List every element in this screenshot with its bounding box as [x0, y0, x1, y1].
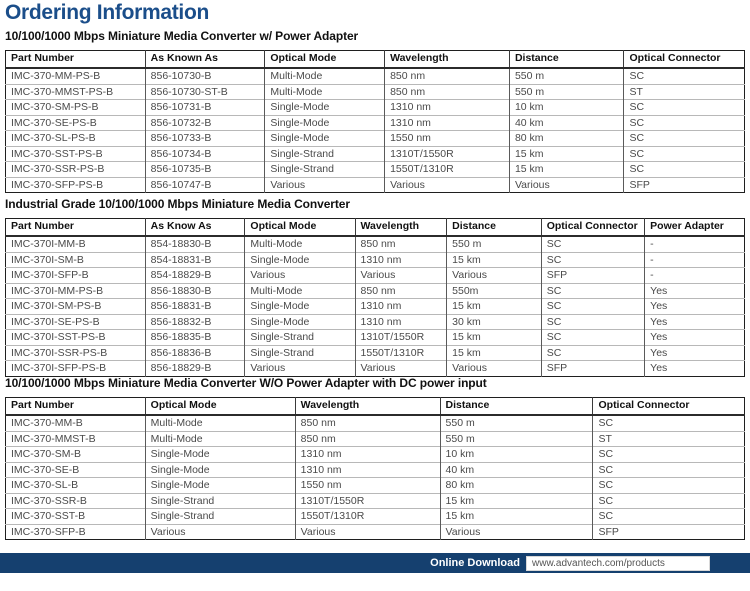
table-cell: 850 nm — [355, 236, 447, 252]
table-cell: 15 km — [447, 252, 542, 268]
column-header: Distance — [447, 219, 542, 237]
table-cell: IMC-370-MMST-PS-B — [6, 84, 146, 100]
table-cell: IMC-370I-SFP-B — [6, 268, 146, 284]
table-cell: 856-10734-B — [145, 146, 265, 162]
table-cell: 854-18830-B — [145, 236, 245, 252]
table-cell: 1310 nm — [295, 462, 440, 478]
table-cell: 1310 nm — [355, 252, 447, 268]
section-heading: 10/100/1000 Mbps Miniature Media Converter w/ Power Adapter — [5, 29, 359, 43]
table-cell: SC — [593, 493, 745, 509]
table-cell: 550 m — [440, 431, 593, 447]
table-cell: IMC-370I-SE-PS-B — [6, 314, 146, 330]
table-cell: 30 km — [447, 314, 542, 330]
table-cell: 1310T/1550R — [385, 146, 510, 162]
table-cell: Single-Mode — [265, 100, 385, 116]
table-cell: SC — [541, 345, 644, 361]
table-cell: SC — [541, 299, 644, 315]
table-cell: Various — [245, 268, 355, 284]
table-cell: - — [645, 236, 745, 252]
table-cell: SC — [593, 509, 745, 525]
table-row — [6, 361, 745, 377]
ordering-table-industrial — [5, 218, 745, 377]
ordering-table-dc-power — [5, 397, 745, 540]
table-cell: 15 km — [509, 146, 624, 162]
table-cell: Single-Mode — [145, 462, 295, 478]
column-header: Optical Connector — [541, 219, 644, 237]
table-cell: Yes — [645, 330, 745, 346]
table-cell: SC — [624, 100, 745, 116]
table-row — [6, 524, 745, 540]
column-header: Optical Mode — [245, 219, 355, 237]
table-cell: - — [645, 268, 745, 284]
table-row — [6, 162, 745, 178]
column-header: Optical Connector — [624, 51, 745, 69]
table-cell: - — [645, 252, 745, 268]
table-cell: Single-Mode — [145, 447, 295, 463]
table-cell: 856-10730-ST-B — [145, 84, 265, 100]
table-cell: 856-10733-B — [145, 131, 265, 147]
table-row — [6, 131, 745, 147]
table-cell: 856-18829-B — [145, 361, 245, 377]
table-cell: 1310T/1550R — [355, 330, 447, 346]
ordering-table-power-adapter — [5, 50, 745, 193]
table-row — [6, 330, 745, 346]
table-cell: ST — [624, 84, 745, 100]
table-cell: IMC-370-SL-B — [6, 478, 146, 494]
table-cell: IMC-370-MMST-B — [6, 431, 146, 447]
table-cell: IMC-370-SL-PS-B — [6, 131, 146, 147]
table-cell: 1310T/1550R — [295, 493, 440, 509]
table-cell: 856-18832-B — [145, 314, 245, 330]
table-row — [6, 146, 745, 162]
table-row — [6, 314, 745, 330]
table-cell: 1550T/1310R — [385, 162, 510, 178]
table-cell: SC — [624, 146, 745, 162]
table-cell: SC — [624, 162, 745, 178]
column-header: As Known As — [145, 51, 265, 69]
section-industrial-grade — [5, 197, 745, 377]
table-cell: SC — [541, 314, 644, 330]
table-cell: 1310 nm — [355, 314, 447, 330]
table-cell: 1310 nm — [355, 299, 447, 315]
table-cell: 850 nm — [385, 68, 510, 84]
table-cell: Yes — [645, 345, 745, 361]
table-cell: Multi-Mode — [265, 84, 385, 100]
table-cell: 15 km — [440, 493, 593, 509]
table-cell: IMC-370-SST-B — [6, 509, 146, 525]
table-cell: Multi-Mode — [245, 283, 355, 299]
table-cell: Various — [355, 268, 447, 284]
table-cell: IMC-370-SST-PS-B — [6, 146, 146, 162]
table-cell: 15 km — [447, 330, 542, 346]
table-cell: 1310 nm — [385, 100, 510, 116]
table-header-row — [6, 398, 745, 416]
table-cell: 15 km — [447, 299, 542, 315]
table-cell: Single-Strand — [265, 146, 385, 162]
table-cell: Yes — [645, 283, 745, 299]
table-cell: Multi-Mode — [245, 236, 355, 252]
table-cell: IMC-370I-SFP-PS-B — [6, 361, 146, 377]
table-cell: Various — [145, 524, 295, 540]
table-cell: 10 km — [509, 100, 624, 116]
table-cell: 80 km — [440, 478, 593, 494]
table-cell: Single-Strand — [265, 162, 385, 178]
section-dc-power — [5, 376, 745, 540]
table-cell: 856-18831-B — [145, 299, 245, 315]
column-header: As Know As — [145, 219, 245, 237]
table-cell: 550 m — [509, 68, 624, 84]
table-cell: SC — [624, 115, 745, 131]
table-cell: Single-Strand — [245, 345, 355, 361]
table-row — [6, 447, 745, 463]
table-cell: SFP — [541, 268, 644, 284]
table-cell: IMC-370I-SST-PS-B — [6, 330, 146, 346]
table-cell: SC — [624, 131, 745, 147]
table-cell: 856-10747-B — [145, 177, 265, 193]
table-cell: 15 km — [440, 509, 593, 525]
table-cell: 80 km — [509, 131, 624, 147]
table-cell: 1310 nm — [295, 447, 440, 463]
table-cell: SC — [541, 252, 644, 268]
footer-bar — [0, 553, 750, 573]
table-row — [6, 84, 745, 100]
table-row — [6, 68, 745, 84]
table-cell: 1550 nm — [385, 131, 510, 147]
table-cell: 550 m — [509, 84, 624, 100]
download-url-box — [526, 556, 710, 571]
table-cell: 854-18831-B — [145, 252, 245, 268]
table-cell: Yes — [645, 361, 745, 377]
table-cell: IMC-370-SM-B — [6, 447, 146, 463]
table-cell: SC — [593, 415, 745, 431]
table-cell: 856-18835-B — [145, 330, 245, 346]
table-header-row — [6, 51, 745, 69]
column-header: Power Adapter — [645, 219, 745, 237]
table-cell: IMC-370-MM-PS-B — [11, 70, 101, 82]
table-cell: Various — [355, 361, 447, 377]
table-cell: Single-Mode — [145, 478, 295, 494]
table-row — [6, 115, 745, 131]
column-header: Part Number — [6, 219, 146, 237]
table-row — [6, 462, 745, 478]
table-cell: 854-18829-B — [145, 268, 245, 284]
table-row — [6, 493, 745, 509]
table-cell: 856-10732-B — [145, 115, 265, 131]
table-cell: SFP — [624, 177, 745, 193]
table-cell: Various — [509, 177, 624, 193]
table-cell: SC — [541, 236, 644, 252]
column-header: Optical Connector — [593, 398, 745, 416]
table-row — [6, 345, 745, 361]
table-cell: SC — [624, 68, 745, 84]
table-cell: Various — [265, 177, 385, 193]
table-cell: 1310 nm — [385, 115, 510, 131]
table-row — [6, 268, 745, 284]
table-cell: IMC-370-SM-PS-B — [6, 100, 146, 116]
table-cell: 15 km — [509, 162, 624, 178]
table-cell: IMC-370-MM-B — [11, 417, 83, 429]
table-cell: IMC-370-SE-PS-B — [6, 115, 146, 131]
table-cell: 850 nm — [385, 84, 510, 100]
table-row — [6, 431, 745, 447]
table-cell: SC — [541, 283, 644, 299]
table-row — [6, 283, 745, 299]
column-header: Part Number — [6, 51, 146, 69]
table-cell: Various — [295, 524, 440, 540]
table-cell: SFP — [541, 361, 644, 377]
table-cell: 856-10731-B — [145, 100, 265, 116]
table-cell: Single-Mode — [245, 314, 355, 330]
table-cell: 850 nm — [355, 283, 447, 299]
table-cell: Yes — [645, 314, 745, 330]
section-power-adapter — [5, 29, 745, 193]
table-header-row — [6, 219, 745, 237]
table-cell: IMC-370-SSR-PS-B — [6, 162, 146, 178]
table-cell: 10 km — [440, 447, 593, 463]
table-cell: IMC-370-SE-B — [6, 462, 146, 478]
table-cell: 1550 nm — [295, 478, 440, 494]
table-cell: Multi-Mode — [265, 68, 385, 84]
table-cell: 850 nm — [295, 415, 440, 431]
table-row — [6, 415, 745, 431]
column-header: Optical Mode — [145, 398, 295, 416]
column-header: Optical Mode — [265, 51, 385, 69]
table-cell: 856-10730-B — [145, 68, 265, 84]
table-cell: Various — [385, 177, 510, 193]
table-cell: IMC-370-SFP-PS-B — [6, 177, 146, 193]
table-cell: SFP — [593, 524, 745, 540]
table-cell: Yes — [645, 299, 745, 315]
table-row — [6, 177, 745, 193]
table-cell: 550m — [447, 283, 542, 299]
table-cell: Single-Mode — [245, 252, 355, 268]
column-header: Wavelength — [385, 51, 510, 69]
table-cell: Multi-Mode — [145, 431, 295, 447]
table-cell: 856-18836-B — [145, 345, 245, 361]
table-cell: 1550T/1310R — [355, 345, 447, 361]
table-cell: IMC-370I-SSR-PS-B — [6, 345, 146, 361]
column-header: Distance — [509, 51, 624, 69]
table-row — [6, 509, 745, 525]
table-cell: SC — [593, 462, 745, 478]
table-cell: IMC-370-SFP-B — [6, 524, 146, 540]
table-cell: Various — [447, 361, 542, 377]
table-row — [6, 299, 745, 315]
table-cell: 856-10735-B — [145, 162, 265, 178]
table-cell: IMC-370I-SM-PS-B — [6, 299, 146, 315]
table-cell: SC — [593, 447, 745, 463]
table-cell: 550 m — [447, 236, 542, 252]
page-title: Ordering Information — [5, 1, 210, 24]
table-cell: 40 km — [509, 115, 624, 131]
table-cell: IMC-370-SSR-B — [6, 493, 146, 509]
table-cell: 40 km — [440, 462, 593, 478]
table-cell: Single-Mode — [265, 115, 385, 131]
table-row — [6, 236, 745, 252]
table-cell: Single-Mode — [245, 299, 355, 315]
table-cell: 15 km — [447, 345, 542, 361]
online-download-label: Online Download — [430, 557, 520, 569]
table-cell: Single-Strand — [145, 493, 295, 509]
table-cell: SC — [593, 478, 745, 494]
table-cell: IMC-370I-SM-B — [6, 252, 146, 268]
table-cell: Single-Strand — [245, 330, 355, 346]
section-heading: Industrial Grade 10/100/1000 Mbps Miniature Media Converter — [5, 197, 350, 211]
table-cell: Multi-Mode — [145, 415, 295, 431]
table-cell: Single-Strand — [145, 509, 295, 525]
table-cell: 850 nm — [295, 431, 440, 447]
table-cell: Single-Mode — [265, 131, 385, 147]
table-cell: Various — [440, 524, 593, 540]
table-cell: SC — [541, 330, 644, 346]
table-cell: 1550T/1310R — [295, 509, 440, 525]
table-row — [6, 252, 745, 268]
section-heading: 10/100/1000 Mbps Miniature Media Converter W/O Power Adapter with DC power input — [5, 376, 487, 390]
download-url: www.advantech.com/products — [532, 557, 665, 569]
column-header: Part Number — [6, 398, 146, 416]
column-header: Distance — [440, 398, 593, 416]
table-cell: Various — [245, 361, 355, 377]
table-cell: 856-18830-B — [145, 283, 245, 299]
table-cell: Various — [447, 268, 542, 284]
table-cell: ST — [593, 431, 745, 447]
table-cell: IMC-370I-MM-B — [11, 238, 86, 250]
table-cell: 550 m — [440, 415, 593, 431]
table-row — [6, 100, 745, 116]
table-row — [6, 478, 745, 494]
column-header: Wavelength — [355, 219, 447, 237]
column-header: Wavelength — [295, 398, 440, 416]
table-cell: IMC-370I-MM-PS-B — [6, 283, 146, 299]
